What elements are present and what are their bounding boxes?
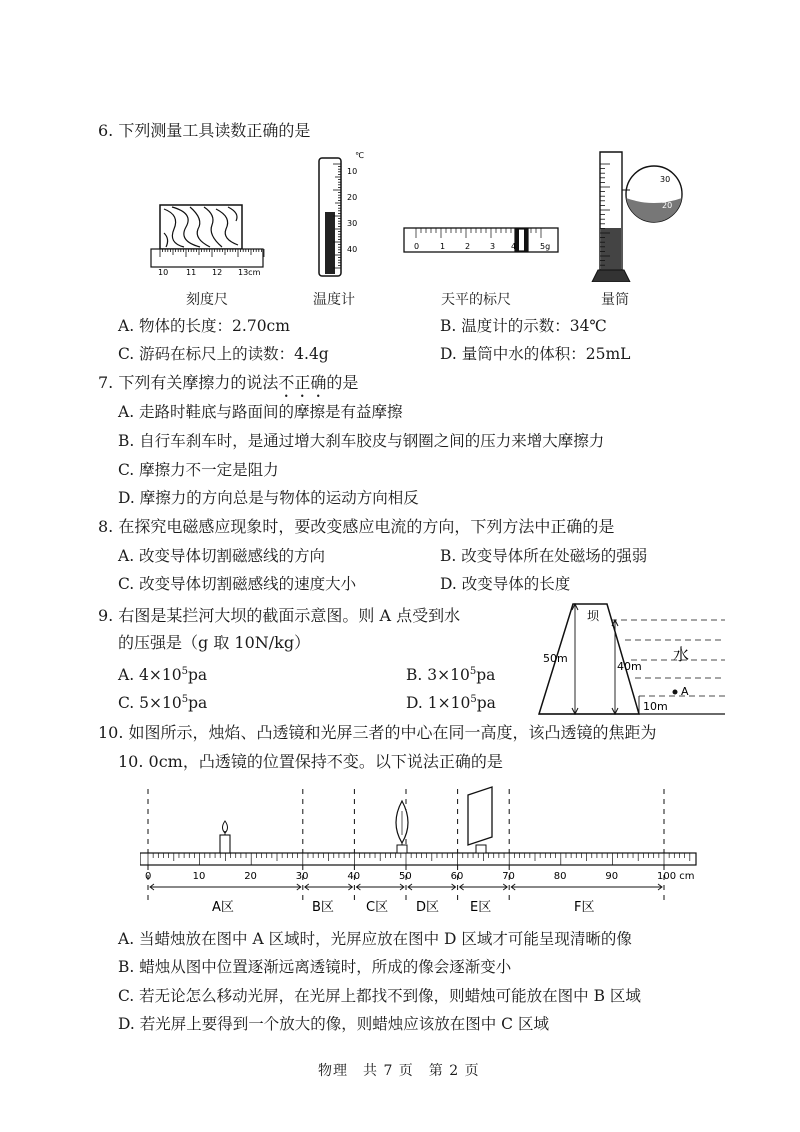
balance-label-4: 4 <box>511 242 517 251</box>
light-screen <box>468 787 492 853</box>
cyl-label-30: 30 <box>660 175 671 184</box>
bench-scale-label: 50 <box>399 871 412 882</box>
bench-scale-label: 20 <box>244 871 257 882</box>
q9-option-c: C. $5\times 10^5pa$ <box>118 694 208 713</box>
candle <box>220 821 230 853</box>
point-a-label: A <box>681 685 689 698</box>
thermo-liquid <box>325 212 335 274</box>
region-f: F区 <box>574 900 595 915</box>
bench-scale-label: 30 <box>295 871 309 882</box>
q10-stem-line2: 10. 0cm，凸透镜的位置保持不变。以下说法正确的是 <box>118 752 503 771</box>
bench-scale-label: 40 <box>347 871 361 882</box>
q9-option-d: D. $1\times 10^5pa$ <box>406 694 496 713</box>
balance-label-1: 1 <box>440 242 446 251</box>
thermo-label-40: 40 <box>347 245 358 254</box>
thermo-label-10: 10 <box>347 167 358 176</box>
caption-balance: 天平的标尺 <box>441 292 511 308</box>
page-footer: 物理 共 7 页 第 2 页 <box>318 1063 480 1079</box>
q10-option-c: C. 若无论怎么移动光屏，在光屏上都找不到像，则蜡烛可能放在图中 B 区域 <box>118 987 641 1005</box>
dam-label: 坝 <box>587 609 600 623</box>
bench-scale-label: 70 <box>502 871 515 882</box>
ruler-label-12: 12 <box>212 268 223 277</box>
region-b: B区 <box>312 900 334 915</box>
q7-stem: 7. 下列有关摩擦力的说法不正确的是 <box>98 373 359 392</box>
q10-stem-line1: 10. 如图所示，烛焰、凸透镜和光屏三者的中心在同一高度，该凸透镜的焦距为 <box>98 723 657 742</box>
q10-option-b: B. 蜡烛从图中位置逐渐远离透镜时，所成的像会逐渐变小 <box>118 958 512 976</box>
q7-option-b: B. 自行车刹车时，是通过增大刹车胶皮与钢圈之间的压力来增大摩擦力 <box>118 432 605 450</box>
cyl-label-20: 20 <box>662 201 673 210</box>
caption-cylinder: 量筒 <box>601 292 629 308</box>
q10-option-a: A. 当蜡烛放在图中 A 区域时，光屏应放在图中 D 区域才可能呈现清晰的像 <box>118 930 632 948</box>
height-50m: 50m <box>543 652 568 665</box>
bench-scale-label: 60 <box>450 871 464 882</box>
water-label: 水 <box>673 645 690 664</box>
q10-option-d: D. 若光屏上要得到一个放大的像，则蜡烛应该放在图中 C 区域 <box>118 1015 549 1033</box>
q7-option-d: D. 摩擦力的方向总是与物体的运动方向相反 <box>118 489 419 507</box>
water-column <box>601 228 621 270</box>
balance-label-5: 5g <box>540 242 551 251</box>
bench-scale-label: 10 <box>192 871 206 882</box>
thermo-unit: ℃ <box>355 151 364 160</box>
q6-option-c: C. 游码在标尺上的读数：4.4g <box>118 345 329 363</box>
q6-option-d: D. 量筒中水的体积：25mL <box>440 345 631 363</box>
bench-scale-label: 80 <box>553 871 567 882</box>
q7-emphasis: 不正确 <box>278 373 327 392</box>
convex-lens <box>396 801 408 853</box>
bench-scale-label: 90 <box>605 871 619 882</box>
height-40m: 40m <box>617 660 642 673</box>
q8-option-d: D. 改变导体的长度 <box>440 575 571 593</box>
bench-scale-label: 0 <box>145 871 152 882</box>
balance-label-0: 0 <box>414 242 420 251</box>
q8-option-b: B. 改变导体所在处磁场的强弱 <box>440 547 648 565</box>
balance-scale-diagram <box>402 226 562 260</box>
point-a <box>673 690 678 695</box>
ruler-label-11: 11 <box>186 268 197 277</box>
caption-ruler: 刻度尺 <box>186 292 228 308</box>
thermometer-diagram <box>303 150 373 282</box>
q7-option-c: C. 摩擦力不一定是阻力 <box>118 461 279 479</box>
region-c: C区 <box>366 900 389 915</box>
q8-option-a: A. 改变导体切割磁感线的方向 <box>118 547 326 565</box>
dam-diagram <box>535 598 730 720</box>
bench-scale-label: 100 cm <box>657 871 695 882</box>
region-e: E区 <box>470 900 492 915</box>
balance-label-3: 3 <box>490 242 496 251</box>
ruler-diagram <box>150 195 265 280</box>
q8-option-c: C. 改变导体切割磁感线的速度大小 <box>118 575 357 593</box>
region-a: A区 <box>212 900 234 915</box>
ruler-label-13: 13cm <box>238 268 261 277</box>
q6-option-a: A. 物体的长度：2.70cm <box>118 317 290 335</box>
caption-thermometer: 温度计 <box>313 292 355 308</box>
q9-option-b: B. $3\times 10^5pa$ <box>406 666 496 685</box>
q9-option-a: A. $4\times 10^5pa$ <box>118 666 208 685</box>
q6-stem: 6. 下列测量工具读数正确的是 <box>98 121 311 140</box>
height-10m: 10m <box>643 700 668 713</box>
q9-stem-line1: 9. 右图是某拦河大坝的截面示意图。则 A 点受到水 <box>98 606 461 625</box>
q8-stem: 8. 在探究电磁感应现象时，要改变感应电流的方向，下列方法中正确的是 <box>98 517 615 536</box>
region-d: D区 <box>416 900 440 915</box>
graduated-cylinder-diagram <box>590 150 690 282</box>
balance-label-2: 2 <box>465 242 471 251</box>
q6-option-b: B. 温度计的示数：34℃ <box>440 317 607 335</box>
q7-option-a: A. 走路时鞋底与路面间的摩擦是有益摩擦 <box>118 403 403 421</box>
wood-block <box>160 205 242 249</box>
q9-stem-line2: 的压强是（g 取 10N/kg） <box>118 633 311 652</box>
ruler-label-10: 10 <box>158 268 169 277</box>
thermo-label-20: 20 <box>347 193 358 202</box>
optical-bench-diagram <box>140 783 700 921</box>
thermo-label-30: 30 <box>347 219 358 228</box>
